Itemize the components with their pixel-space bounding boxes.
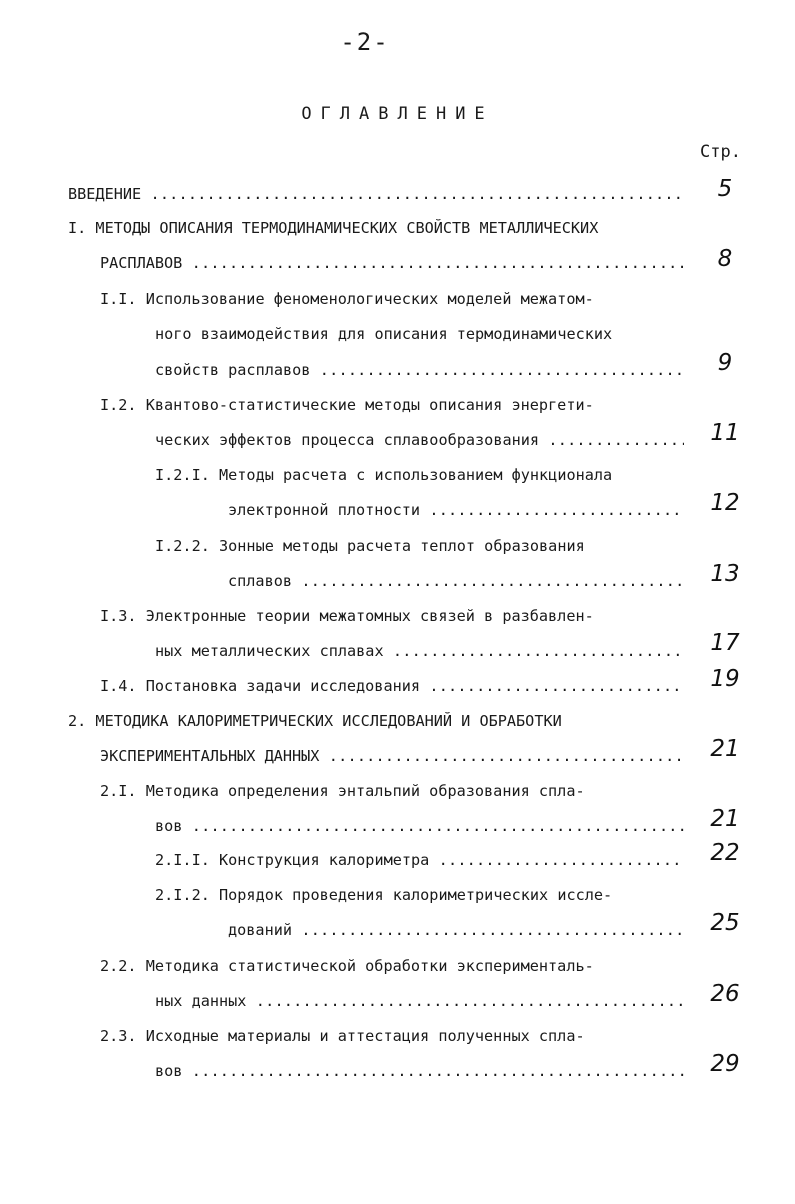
toc-page-number: 13 — [710, 561, 740, 587]
page-title: ОГЛАВЛЕНИЕ — [301, 104, 494, 124]
toc-page-number: 19 — [710, 666, 740, 692]
toc-chapter-1-line: I. МЕТОДЫ ОПИСАНИЯ ТЕРМОДИНАМИЧЕСКИХ СВОЙСТВ МЕТАЛЛИЧЕСКИХ — [68, 219, 599, 237]
toc-page-number: 8 — [717, 246, 733, 272]
toc-section-2-3-line: 2.3. Исходные материалы и аттестация полученных спла- — [100, 1027, 585, 1045]
toc-page-number: 5 — [717, 176, 733, 202]
toc-page-number: 22 — [710, 840, 740, 866]
toc-section-2-1-line: вов ..... — [155, 819, 684, 834]
toc-page-number: 29 — [710, 1051, 740, 1077]
toc-section-2-1-line: 2.I. Методика определения энтальпий образования спла- — [100, 782, 585, 800]
toc-page-number: 12 — [710, 490, 740, 516]
toc-page-number: 25 — [710, 910, 740, 936]
page-column-label: Стр. — [700, 142, 741, 162]
toc-section-1-2-line: ческих эффектов процесса сплавообразования ..... — [155, 433, 684, 448]
toc-page-number: 26 — [710, 981, 740, 1007]
toc-section-1-3-line: I.3. Электронные теории межатомных связей в разбавлен- — [100, 607, 594, 625]
toc-section-2-2-line: 2.2. Методика статистической обработки эксперименталь- — [100, 957, 594, 975]
toc-page-number: 11 — [710, 420, 740, 446]
toc-subsection-1-2-2-line: сплавов ..... — [228, 574, 684, 589]
toc-page-number: 21 — [710, 806, 740, 832]
toc-section-1-1-line: ного взаимодействия для описания термодинамических — [155, 325, 613, 343]
toc-subsection-1-2-1-line: электронной плотности ..... — [228, 503, 684, 518]
page-number: -2- — [340, 28, 390, 56]
toc-subsection-2-1-2-line: 2.I.2. Порядок проведения калориметрических иссле- — [155, 886, 613, 904]
toc-page-number: 21 — [710, 736, 740, 762]
toc-page-number: 17 — [710, 630, 740, 656]
toc-page-number: 9 — [717, 350, 733, 376]
toc-subsection-1-2-1-line: I.2.I. Методы расчета с использованием функционала — [155, 466, 613, 484]
toc-section-2-3-line: вов ..... — [155, 1064, 684, 1079]
toc-chapter-2-line: 2. МЕТОДИКА КАЛОРИМЕТРИЧЕСКИХ ИССЛЕДОВАНИЙ И ОБРАБОТКИ — [68, 712, 562, 730]
toc-chapter-2-line: ЭКСПЕРИМЕНТАЛЬНЫХ ДАННЫХ ..... — [100, 749, 684, 764]
toc-subsection-1-2-2-line: I.2.2. Зонные методы расчета теплот образования — [155, 537, 585, 555]
toc-subsection-2-1-2-line: дований ..... — [228, 923, 684, 938]
toc-section-1-2-line: I.2. Квантово-статистические методы описания энергети- — [100, 396, 594, 414]
toc-section-1-1-line: свойств расплавов ..... — [155, 363, 684, 378]
toc-section-1-3-line: ных металлических сплавах ..... — [155, 644, 684, 659]
toc-section-1-1-line: I.I. Использование феноменологических моделей межатом- — [100, 290, 594, 308]
toc-subsection-2-1-1-line: 2.I.I. Конструкция калориметра ..... — [155, 853, 684, 868]
toc-chapter-1-line: РАСПЛАВОВ ..... — [100, 256, 684, 271]
toc-section-1-4-line: I.4. Постановка задачи исследования ..... — [100, 679, 684, 694]
toc-section-2-2-line: ных данных ..... — [155, 994, 684, 1009]
toc-entry-introduction: ВВЕДЕНИЕ ..... — [68, 187, 684, 202]
